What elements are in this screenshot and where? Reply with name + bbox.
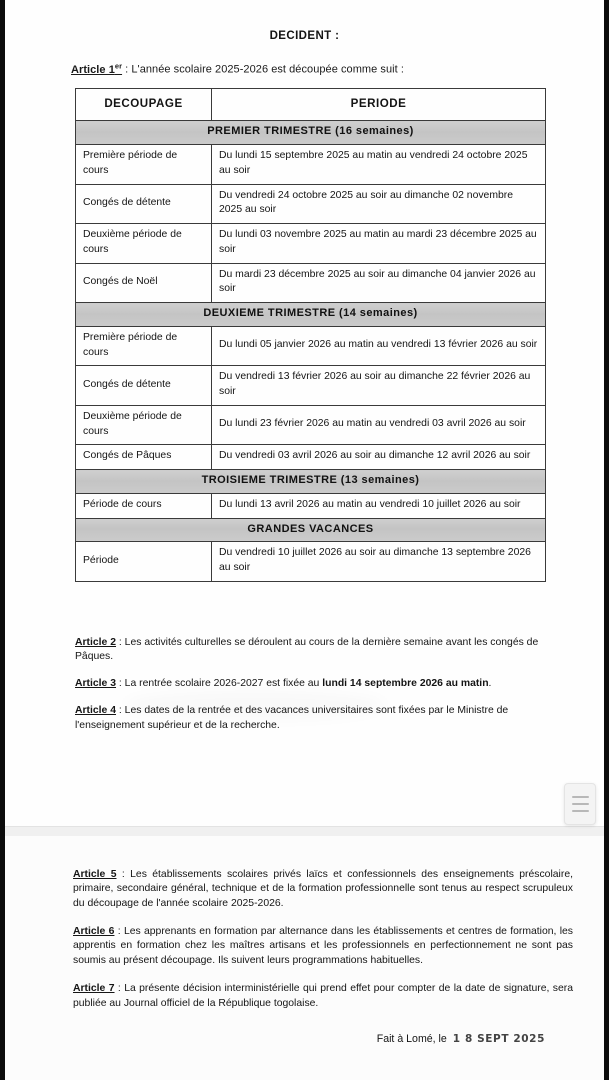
cell-periode: Du lundi 05 janvier 2026 au matin au vendredi 13 février 2026 au soir	[212, 326, 546, 366]
section-title: GRANDES VACANCES	[76, 518, 546, 542]
school-calendar-table	[75, 88, 546, 582]
article-4-label: Article 4	[75, 705, 117, 717]
cell-decoupage: Congés de détente	[76, 184, 212, 224]
article-1-paragraph	[23, 42, 586, 76]
hamburger-menu-icon-line-3	[572, 810, 589, 812]
table-row	[76, 542, 546, 582]
section-title: TROISIEME TRIMESTRE (13 semaines)	[76, 470, 546, 494]
cell-periode: Du vendredi 10 juillet 2026 au soir au dimanche 13 septembre 2026 au soir	[212, 542, 546, 582]
article-1-label: Article 1er	[71, 61, 123, 76]
section-title: DEUXIEME TRIMESTRE (14 semaines)	[76, 303, 546, 327]
table-row	[76, 326, 546, 366]
signature-place-text: Fait à Lomé, le	[376, 1032, 447, 1045]
cell-decoupage: Deuxième période de cours	[76, 224, 212, 264]
articles-block-page-1	[75, 636, 567, 733]
article-6-text: : Les apprenants en formation par alternance dans les établissements et centres de formation, les apprentis en formation chez les maîtres artisans et les professionnels en perfectionnement ne sont pas soumis au présent découpage. Ils suivent leurs programmations habituelles.	[73, 926, 573, 966]
section-title: PREMIER TRIMESTRE (16 semaines)	[76, 121, 546, 145]
cell-periode: Du vendredi 13 février 2026 au soir au dimanche 22 février 2026 au soir	[212, 366, 546, 406]
table-row	[76, 445, 546, 470]
table-row	[76, 263, 546, 303]
article-2-text: : Les activités culturelles se déroulent au cours de la dernière semaine avant les congés de Pâques.	[75, 637, 539, 663]
cell-periode: Du lundi 23 février 2026 au matin au vendredi 03 avril 2026 au soir	[212, 405, 546, 445]
hamburger-menu-icon-line-1	[572, 796, 589, 798]
cell-periode: Du lundi 15 septembre 2025 au matin au vendredi 24 octobre 2025 au soir	[212, 145, 546, 185]
article-7-text: : La présente décision interministérielle qui prend effet pour compter de la date de signature, sera publiée au Journal officiel de la République togolaise.	[73, 983, 573, 1009]
cell-decoupage: Période de cours	[76, 493, 212, 518]
document-page-2	[5, 836, 604, 1080]
cell-periode: Du lundi 03 novembre 2025 au matin au mardi 23 décembre 2025 au soir	[212, 224, 546, 264]
article-1-text: : L'année scolaire 2025-2026 est découpée comme suit :	[122, 63, 404, 76]
section-header-row	[76, 518, 546, 542]
cell-periode: Du lundi 13 avril 2026 au matin au vendredi 10 juillet 2026 au soir	[212, 493, 546, 518]
article-6-label: Article 6	[73, 926, 115, 938]
signature-stamp-date: 1 8 SEPT 2025	[452, 1032, 545, 1045]
document-page-1	[5, 0, 604, 828]
article-3-paragraph	[75, 677, 567, 691]
article-7-label: Article 7	[73, 983, 115, 995]
table-row	[76, 493, 546, 518]
table-row	[76, 366, 546, 406]
article-4-text: : Les dates de la rentrée et des vacances universitaires sont fixées par le Ministre de l'enseignement supérieur et de la recherche.	[75, 705, 509, 731]
article-2-label: Article 2	[75, 637, 117, 648]
cell-decoupage: Première période de cours	[76, 145, 212, 185]
articles-block-page-2	[73, 868, 573, 1045]
cell-decoupage: Première période de cours	[76, 326, 212, 366]
document-viewer	[5, 0, 604, 1080]
cell-decoupage: Période	[76, 542, 212, 582]
table-row	[76, 145, 546, 185]
page-title: DECIDENT :	[269, 30, 340, 42]
article-5-label: Article 5	[73, 869, 117, 880]
section-header-row	[76, 303, 546, 327]
column-header-decoupage: DECOUPAGE	[76, 89, 212, 121]
article-5-paragraph	[73, 868, 573, 911]
article-3-label: Article 3	[75, 678, 117, 690]
hamburger-menu-button[interactable]	[564, 783, 596, 825]
hamburger-menu-icon-line-2	[572, 803, 589, 805]
cell-decoupage: Deuxième période de cours	[76, 405, 212, 445]
cell-periode: Du mardi 23 décembre 2025 au soir au dimanche 04 janvier 2026 au soir	[212, 263, 546, 303]
scan-edge-left	[0, 0, 5, 1080]
scan-edge-right	[604, 0, 609, 1080]
table-row	[76, 405, 546, 445]
table-row	[76, 224, 546, 264]
column-header-periode: PERIODE	[212, 89, 546, 121]
section-header-row	[76, 470, 546, 494]
signature-block	[73, 1033, 573, 1045]
article-5-text: : Les établissements scolaires privés laïcs et confessionnels des enseignements préscolaire, primaire, secondaire général, technique et de la formation professionnelle sont tenus au respect scrupuleux du découpage de l'année scolaire 2025-2026.	[73, 869, 573, 909]
article-6-paragraph	[73, 925, 573, 968]
cell-decoupage: Congés de détente	[76, 366, 212, 406]
article-7-paragraph	[73, 982, 573, 1011]
cell-decoupage: Congés de Noël	[76, 263, 212, 303]
cell-periode: Du vendredi 03 avril 2026 au soir au dimanche 12 avril 2026 au soir	[212, 445, 546, 470]
article-3-text-after: .	[488, 678, 492, 690]
article-2-paragraph	[75, 636, 567, 664]
article-3-text-before: : La rentrée scolaire 2026-2027 est fixée au	[116, 678, 323, 690]
table-row	[76, 184, 546, 224]
article-4-paragraph	[75, 704, 567, 732]
section-header-row	[76, 121, 546, 145]
article-1-superscript: er	[114, 61, 123, 70]
cell-periode: Du vendredi 24 octobre 2025 au soir au dimanche 02 novembre 2025 au soir	[212, 184, 546, 224]
article-3-bold-date: lundi 14 septembre 2026 au matin	[322, 678, 489, 690]
table-header-row	[76, 89, 546, 121]
cell-decoupage: Congés de Pâques	[76, 445, 212, 470]
